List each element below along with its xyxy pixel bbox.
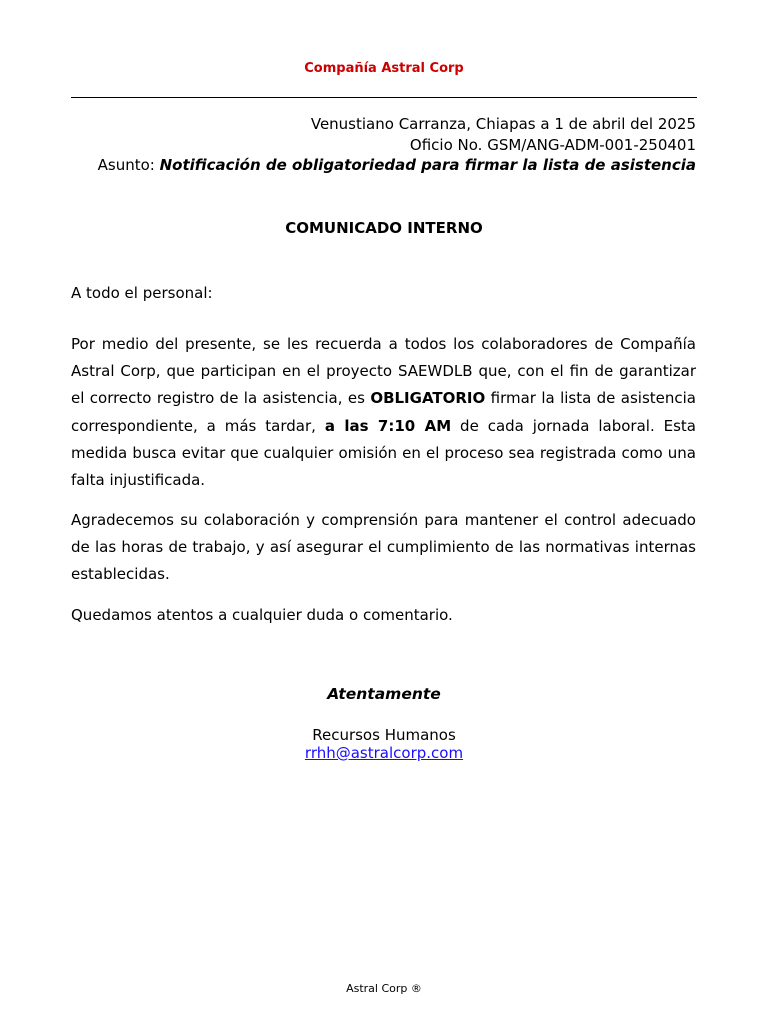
place-date: Venustiano Carranza, Chiapas a 1 de abril del 2025 [310,115,696,133]
page-footer: Astral Corp ® [346,982,422,995]
subject-label: Asunto: [97,156,155,174]
body-paragraph-2: Agradecemos su colaboración y comprensión para mantener el control adecuado de las horas de trabajo, y así asegurar el cumplimiento de las normativas internas establecidas. [71,511,696,584]
paragraph-1-part-2: firmar la lista de asistencia correspondiente, a más tardar, [71,389,696,435]
company-name: Compañía Astral Corp [304,61,464,76]
subject-text: Notificación de obligatoriedad para firmar la lista de asistencia [159,156,696,174]
subject-line [71,155,696,176]
paragraph-1-part-3: de cada jornada laboral. Esta medida busca evitar que cualquier omisión en el proceso sea registrada como una falta injustificada. [71,416,697,490]
header-divider [71,97,697,98]
greeting: A todo el personal: [71,284,213,302]
body-paragraph-1 [71,331,696,494]
signature-email-line [0,744,768,762]
email-link[interactable]: rrhh@astralcorp.com [304,744,464,762]
signature-department: Recursos Humanos [312,726,456,744]
body-paragraph-3: Quedamos atentos a cualquier duda o comentario. [71,606,453,624]
memo-title: COMUNICADO INTERNO [285,219,483,237]
office-number: Oficio No. GSM/ANG-ADM-001-250401 [409,135,696,154]
deadline-emphasis: a las 7:10 AM [324,416,452,435]
closing-salutation: Atentamente [327,685,441,703]
obligatory-emphasis: OBLIGATORIO [370,389,486,408]
document-meta [71,114,696,176]
paragraph-1-part-1: Por medio del presente, se les recuerda a todos los colaboradores de Compañía Astral Corp, que participan en el proyecto SAEWDLB que, con el fin de garantizar el correcto registro de la asistencia, es [71,335,696,408]
